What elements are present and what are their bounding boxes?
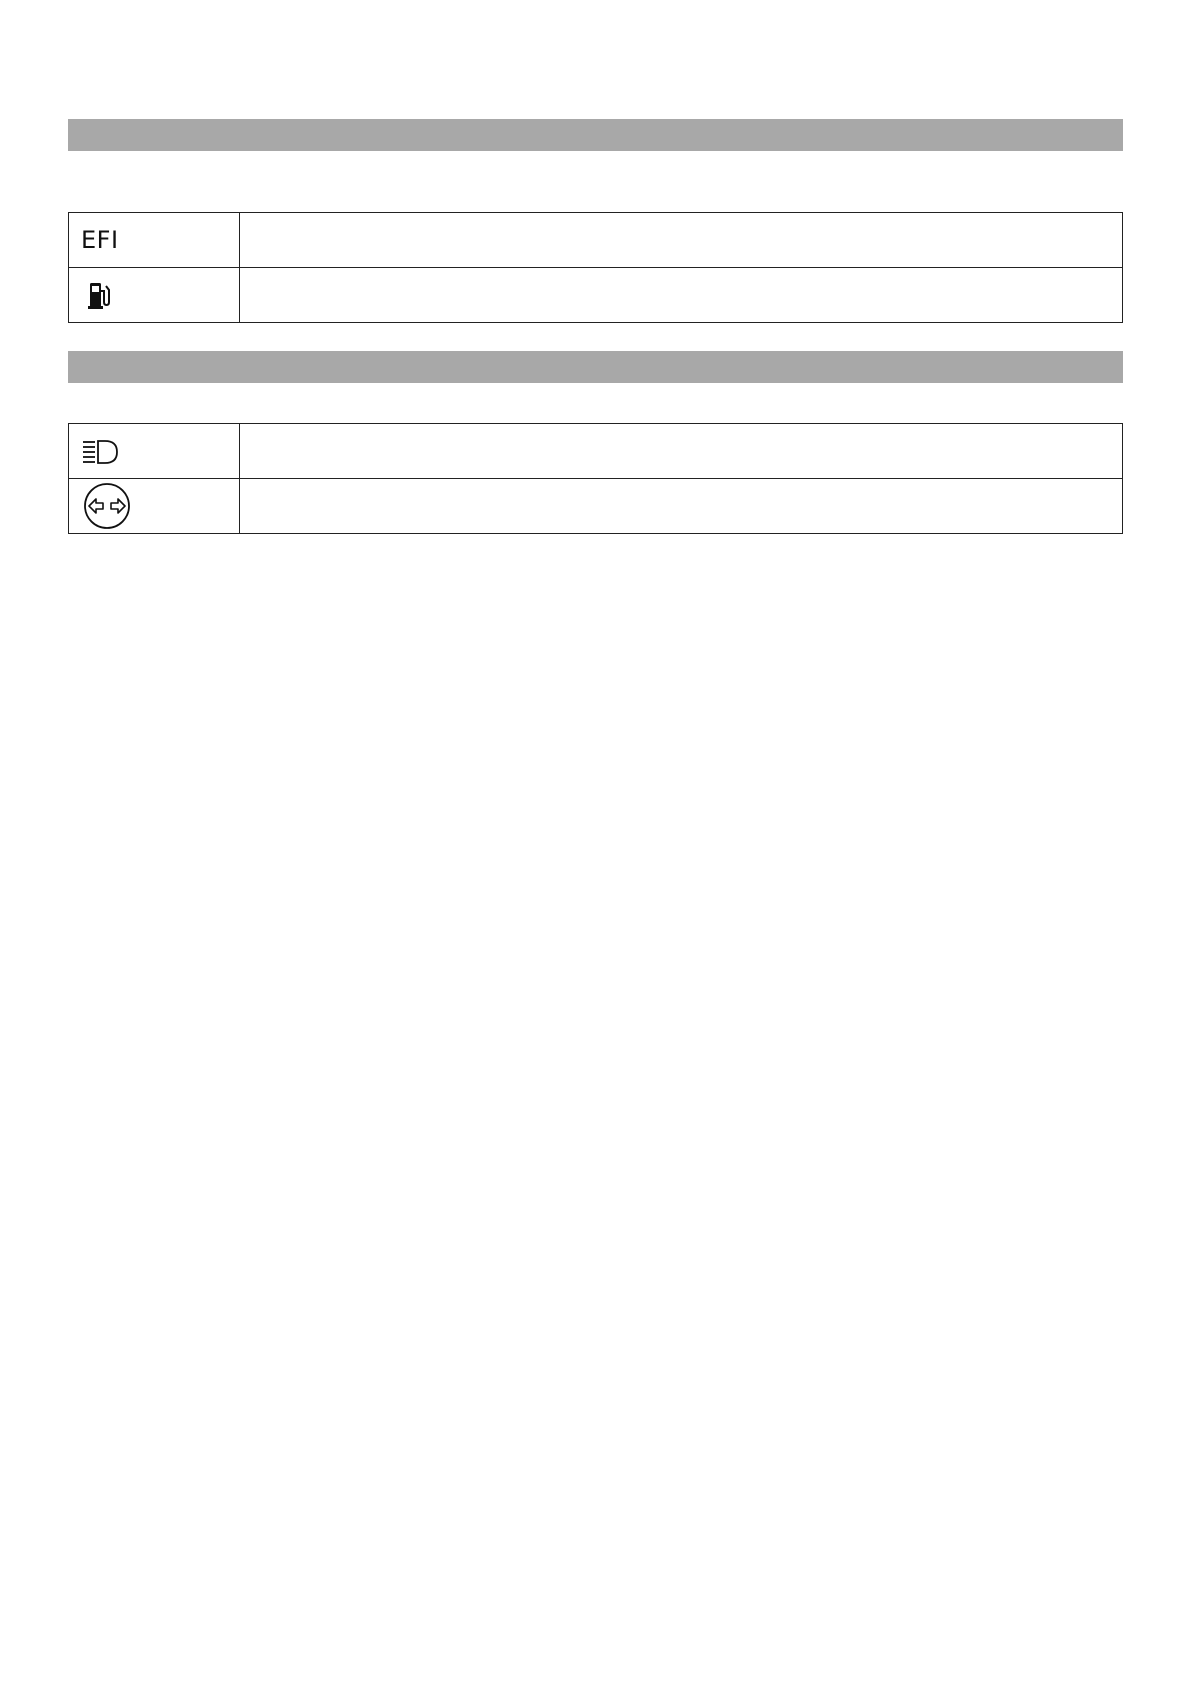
section-header-bar-1 <box>68 119 1123 151</box>
description-cell <box>240 268 1123 323</box>
table-row <box>69 268 1123 323</box>
efi-text-icon: EFI <box>81 226 119 254</box>
table-row <box>69 213 1123 268</box>
indicator-table-2 <box>68 423 1123 534</box>
symbol-cell <box>69 479 240 534</box>
section-header-bar-2 <box>68 351 1123 383</box>
turn-signal-icon <box>81 481 239 531</box>
symbol-cell <box>69 268 240 323</box>
fuel-pump-icon <box>81 278 239 312</box>
symbol-cell <box>69 424 240 479</box>
description-cell <box>240 213 1123 268</box>
description-cell <box>240 479 1123 534</box>
table-row <box>69 479 1123 534</box>
description-cell <box>240 424 1123 479</box>
table-row <box>69 424 1123 479</box>
high-beam-icon <box>81 436 239 466</box>
symbol-cell <box>69 213 240 268</box>
indicator-table-1 <box>68 212 1123 323</box>
